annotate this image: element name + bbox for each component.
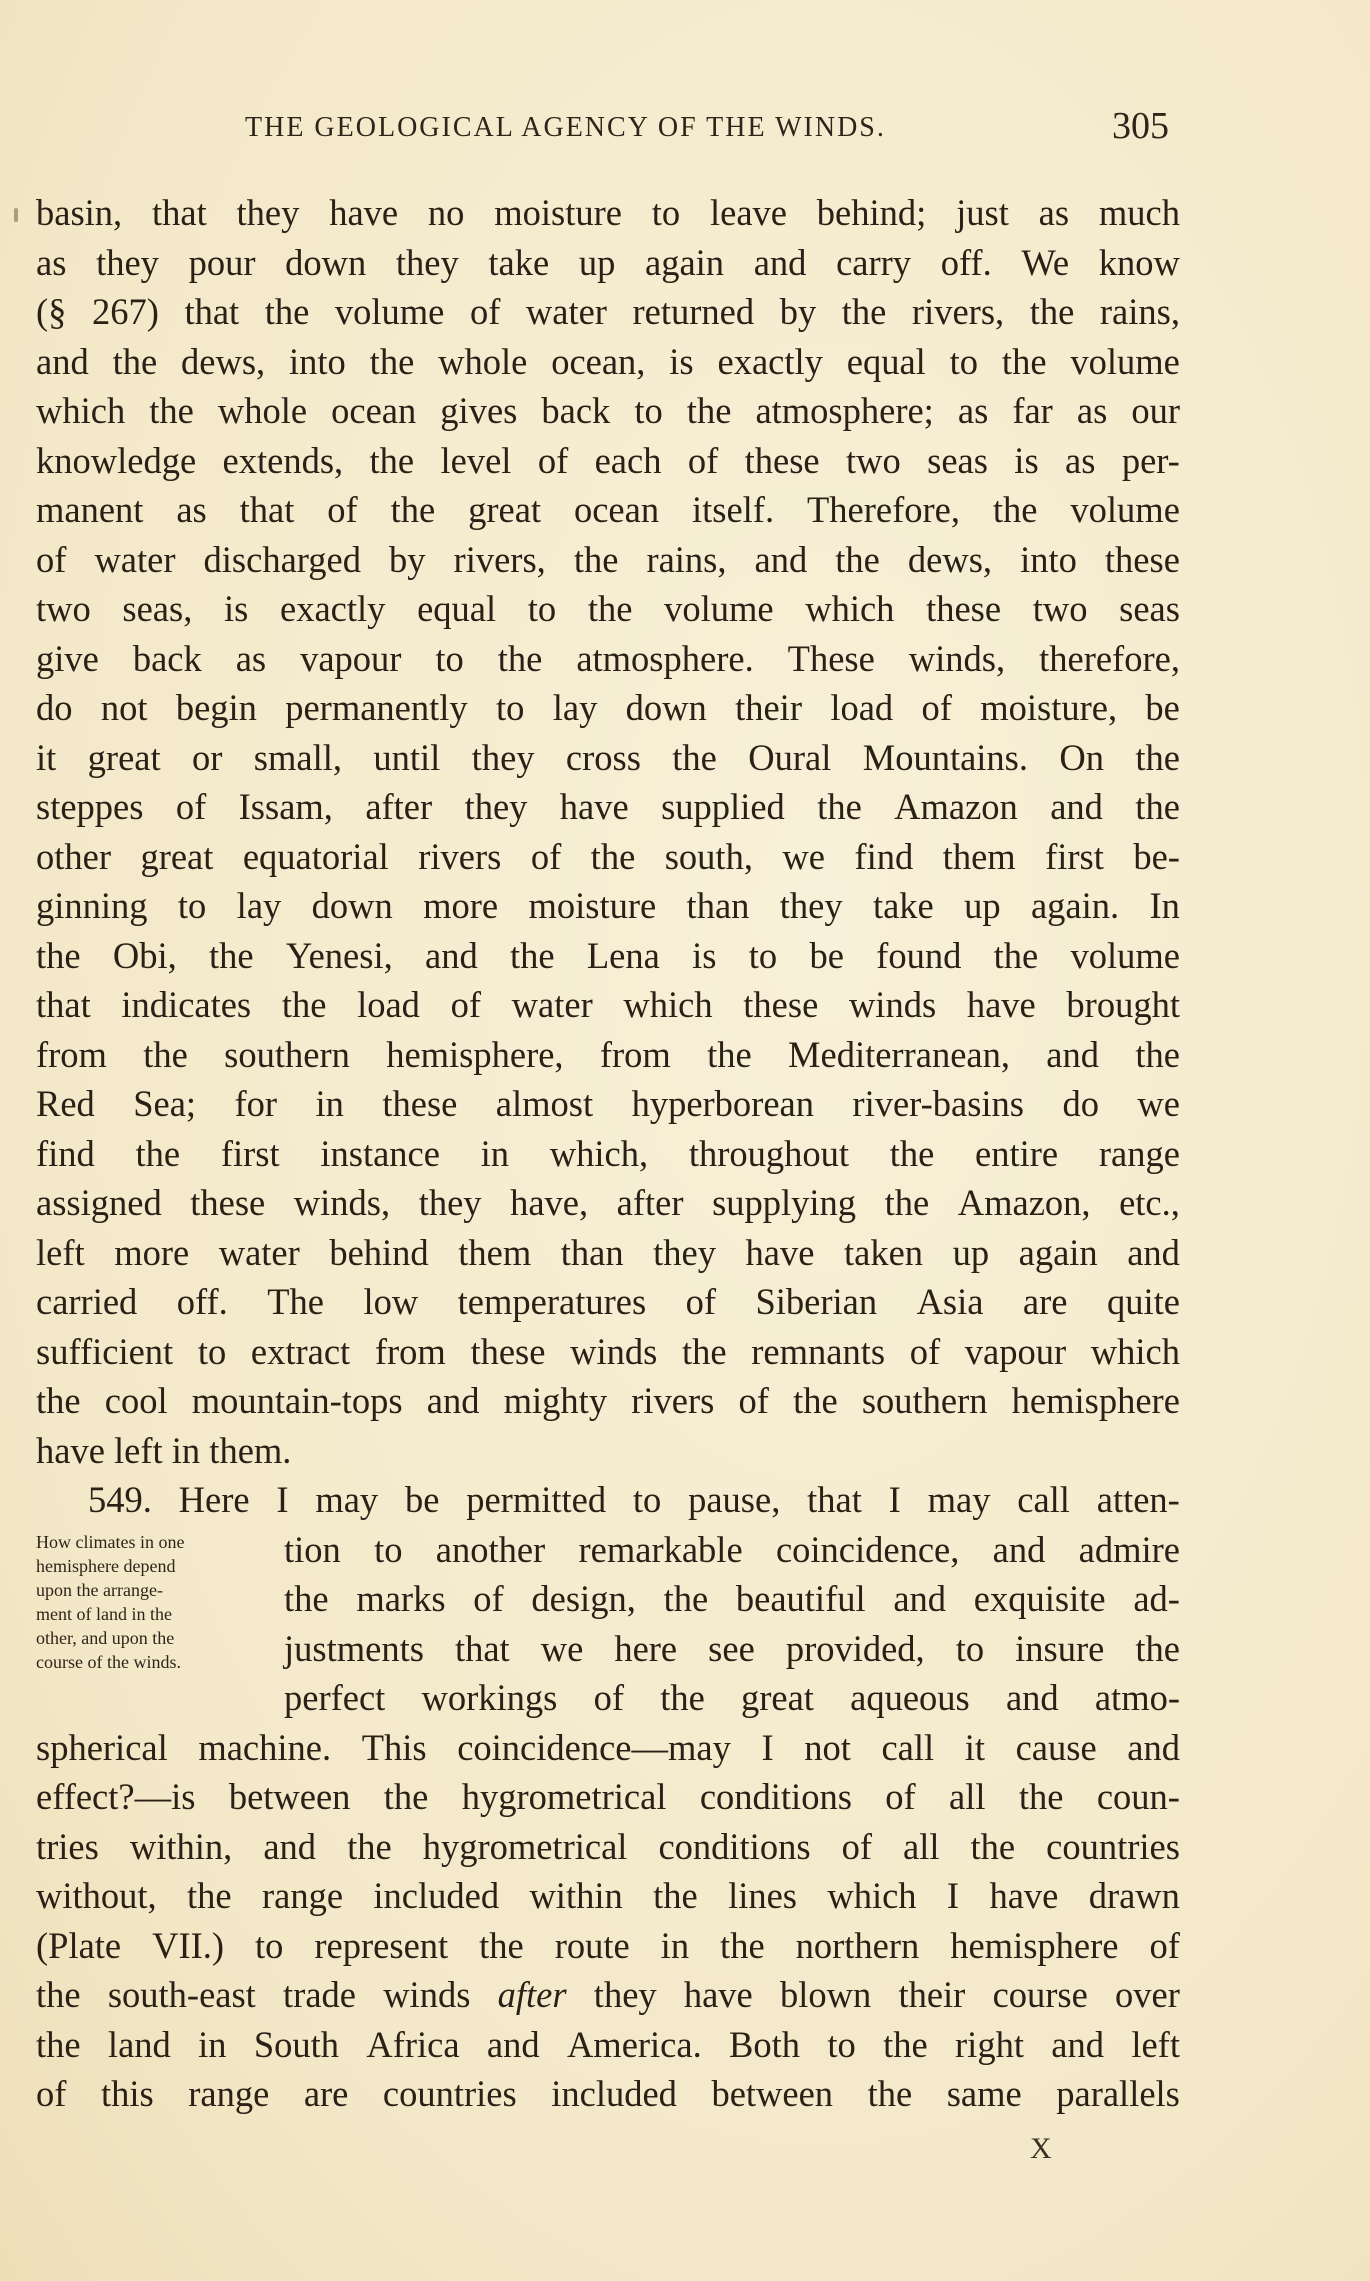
text-line: do not begin permanently to lay down their load of moisture, be	[36, 687, 1180, 728]
text-line: that indicates the load of water which these winds have brought	[36, 984, 1180, 1025]
text-line: of water discharged by rivers, the rains, and the dews, into these	[36, 538, 1180, 580]
text-line: sufficient to extract from these winds the remnants of vapour which	[36, 1330, 1180, 1372]
text-line: give back as vapour to the atmosphere. These winds, therefore,	[36, 637, 1180, 679]
text-line: the cool mountain-tops and mighty rivers of the southern hemisphere	[36, 1380, 1180, 1421]
text-line: the marks of design, the beautiful and exquisite ad-	[284, 1578, 1180, 1619]
text-line: (§ 267) that the volume of water returned by the rivers, the rains,	[36, 291, 1180, 332]
text-line: justments that we here see provided, to insure the	[284, 1627, 1180, 1669]
text-line: as they pour down they take up again and carry off. We know	[36, 241, 1180, 283]
text-line: carried off. The low temperatures of Siberian Asia are quite	[36, 1281, 1180, 1322]
body-text	[36, 188, 1180, 2119]
text-line: tries within, and the hygrometrical conditions of all the countries	[36, 1825, 1180, 1867]
text-line: left more water behind them than they have taken up again and	[36, 1231, 1180, 1273]
text-line: effect?—is between the hygrometrical conditions of all the coun-	[36, 1776, 1180, 1817]
sidenote-line: How climates in one	[36, 1532, 185, 1552]
page-number: 305	[1112, 105, 1169, 147]
text-line: which the whole ocean gives back to the atmosphere; as far as our	[36, 390, 1180, 431]
text-line: the land in South Africa and America. Both to the right and left	[36, 2023, 1180, 2065]
text-line: tion to another remarkable coincidence, and admire	[284, 1528, 1180, 1570]
text-line: basin, that they have no moisture to leave behind; just as much	[36, 192, 1180, 233]
text-line: and the dews, into the whole ocean, is exactly equal to the volume	[36, 340, 1180, 382]
text-line: from the southern hemisphere, from the Mediterranean, and the	[36, 1033, 1180, 1075]
text-line: two seas, is exactly equal to the volume which these two seas	[36, 588, 1180, 629]
text-line: assigned these winds, they have, after supplying the Amazon, etc.,	[36, 1182, 1180, 1223]
marginal-sidenote	[36, 1530, 262, 1674]
signature-mark: X	[1030, 2132, 1052, 2165]
text-line: the Obi, the Yenesi, and the Lena is to be found the volume	[36, 934, 1180, 976]
running-title: THE GEOLOGICAL AGENCY OF THE WINDS.	[245, 112, 886, 143]
text-line: have left in them.	[36, 1429, 292, 1471]
text-line: manent as that of the great ocean itself. Therefore, the volume	[36, 489, 1180, 530]
text-line: knowledge extends, the level of each of these two seas is as per-	[36, 439, 1180, 481]
text-line: find the first instance in which, throughout the entire range	[36, 1132, 1180, 1174]
text-line: steppes of Issam, after they have supplied the Amazon and the	[36, 786, 1180, 827]
text-line: spherical machine. This coincidence—may I not call it cause and	[36, 1726, 1180, 1768]
text-line: perfect workings of the great aqueous and atmo-	[284, 1677, 1180, 1718]
sidenote-line: other, and upon the	[36, 1628, 175, 1648]
sidenote-line: ment of land in the	[36, 1604, 172, 1624]
sidenote-line: upon the arrange-	[36, 1580, 163, 1600]
paragraph-start-line: 549. Here I may be permitted to pause, that I may call atten-	[88, 1479, 1180, 1520]
text-line: other great equatorial rivers of the south, we find them first be-	[36, 835, 1180, 877]
text-line: it great or small, until they cross the Oural Mountains. On the	[36, 736, 1180, 778]
sidenote-line: hemisphere depend	[36, 1556, 176, 1576]
sidenote-line: course of the winds.	[36, 1652, 181, 1672]
margin-mark	[14, 208, 18, 222]
text-line-with-italic: the south-east trade winds after they have blown their course over	[36, 1974, 1180, 2015]
text-line: without, the range included within the lines which I have drawn	[36, 1875, 1180, 1916]
text-line: Red Sea; for in these almost hyperborean river-basins do we	[36, 1083, 1180, 1124]
text-line: of this range are countries included between the same parallels	[36, 2073, 1180, 2114]
text-line: (Plate VII.) to represent the route in the northern hemisphere of	[36, 1924, 1180, 1966]
text-line: ginning to lay down more moisture than they take up again. In	[36, 885, 1180, 926]
